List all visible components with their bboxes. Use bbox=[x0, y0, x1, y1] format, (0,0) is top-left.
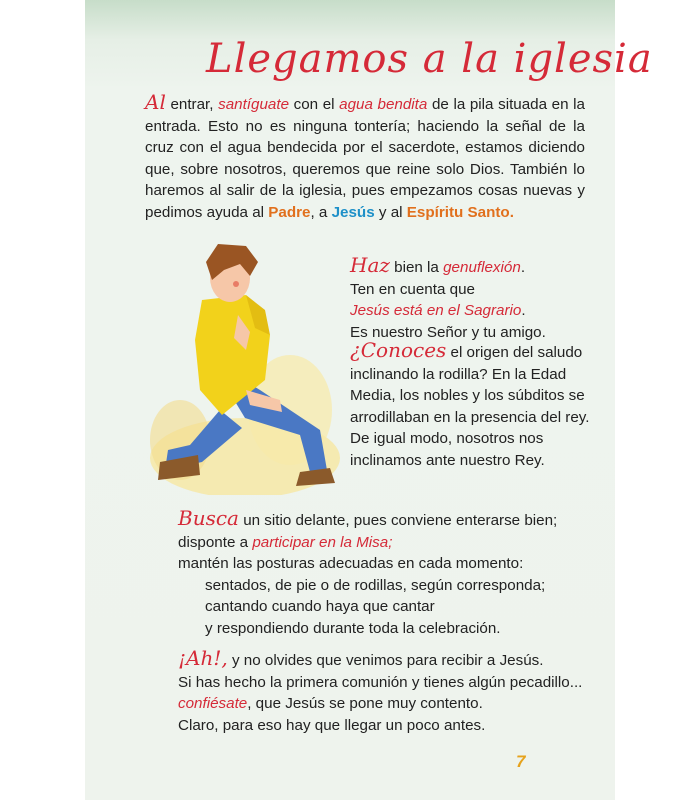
text-line: cantando cuando haya que cantar bbox=[205, 598, 435, 615]
text: disponte a bbox=[178, 533, 253, 551]
text-line: mantén las posturas adecuadas en cada momento: bbox=[178, 555, 524, 572]
text: y al bbox=[374, 203, 407, 221]
drop-word: ¿Conoces bbox=[350, 338, 447, 362]
highlight-espiritu-santo: Espíritu Santo. bbox=[406, 203, 514, 221]
page-title: Llegamos a la iglesia bbox=[206, 36, 653, 82]
text-line: Es nuestro Señor y tu amigo. bbox=[350, 323, 546, 341]
busca-paragraph bbox=[178, 508, 598, 639]
genuflexion-paragraph bbox=[350, 255, 590, 343]
kneeling-boy-illustration bbox=[150, 240, 340, 495]
highlight-sagrario: Jesús está en el Sagrario bbox=[350, 302, 522, 319]
drop-word: Al bbox=[145, 90, 166, 114]
text-line: Si has hecho la primera comunión y tienes algún pecadillo... bbox=[178, 673, 583, 691]
highlight-confiesate: confiésate bbox=[178, 695, 248, 712]
ah-paragraph bbox=[178, 648, 598, 736]
conoces-paragraph bbox=[350, 340, 590, 471]
text: un sitio delante, pues conviene enterarse bien; bbox=[238, 512, 558, 529]
highlight-participar: participar en la Misa; bbox=[252, 533, 393, 551]
drop-word: Haz bbox=[350, 253, 390, 277]
text: , a bbox=[310, 203, 332, 221]
highlight-genuflexion: genuflexión bbox=[443, 259, 521, 276]
text: con el bbox=[289, 96, 340, 113]
text-line: Claro, para eso hay que llegar un poco antes. bbox=[178, 716, 486, 734]
page-number: 7 bbox=[516, 752, 526, 771]
text: bien la bbox=[389, 259, 444, 276]
text-line: y respondiendo durante toda la celebración. bbox=[205, 619, 501, 637]
highlight-padre: Padre bbox=[268, 203, 311, 221]
intro-paragraph bbox=[145, 92, 585, 223]
text-line: sentados, de pie o de rodillas, según corresponda; bbox=[205, 576, 546, 594]
drop-word: Busca bbox=[178, 506, 239, 530]
text: de la pila situada en la entrada. Esto no es ninguna tontería; haciendo la señal de la cruz con el agua bendecida por el sacerdote, estamos diciendo que, sobre nosotros, queremos que reine solo Dios. También lo haremos al salir de la iglesia, pues empezamos cosas nuevas y pedimos ayuda al bbox=[145, 96, 585, 221]
text: . bbox=[521, 302, 526, 319]
text: el origen del saludo inclinando la rodilla? En la Edad Media, los nobles y los súbditos se arrodillaban en la presencia del rey. De igual modo, nosotros nos inclinamos ante nuestro Rey. bbox=[350, 344, 590, 469]
drop-word: ¡Ah!, bbox=[178, 646, 228, 670]
text: y no olvides que venimos para recibir a Jesús. bbox=[227, 652, 544, 669]
text: entrar, bbox=[165, 96, 219, 113]
highlight-santiguate: santíguate bbox=[218, 96, 290, 113]
highlight-agua-bendita: agua bendita bbox=[339, 96, 428, 113]
highlight-jesus: Jesús bbox=[331, 203, 375, 221]
text: . bbox=[520, 259, 526, 276]
text: , que Jesús se pone muy contento. bbox=[247, 695, 483, 712]
text-line: Ten en cuenta que bbox=[350, 280, 475, 298]
